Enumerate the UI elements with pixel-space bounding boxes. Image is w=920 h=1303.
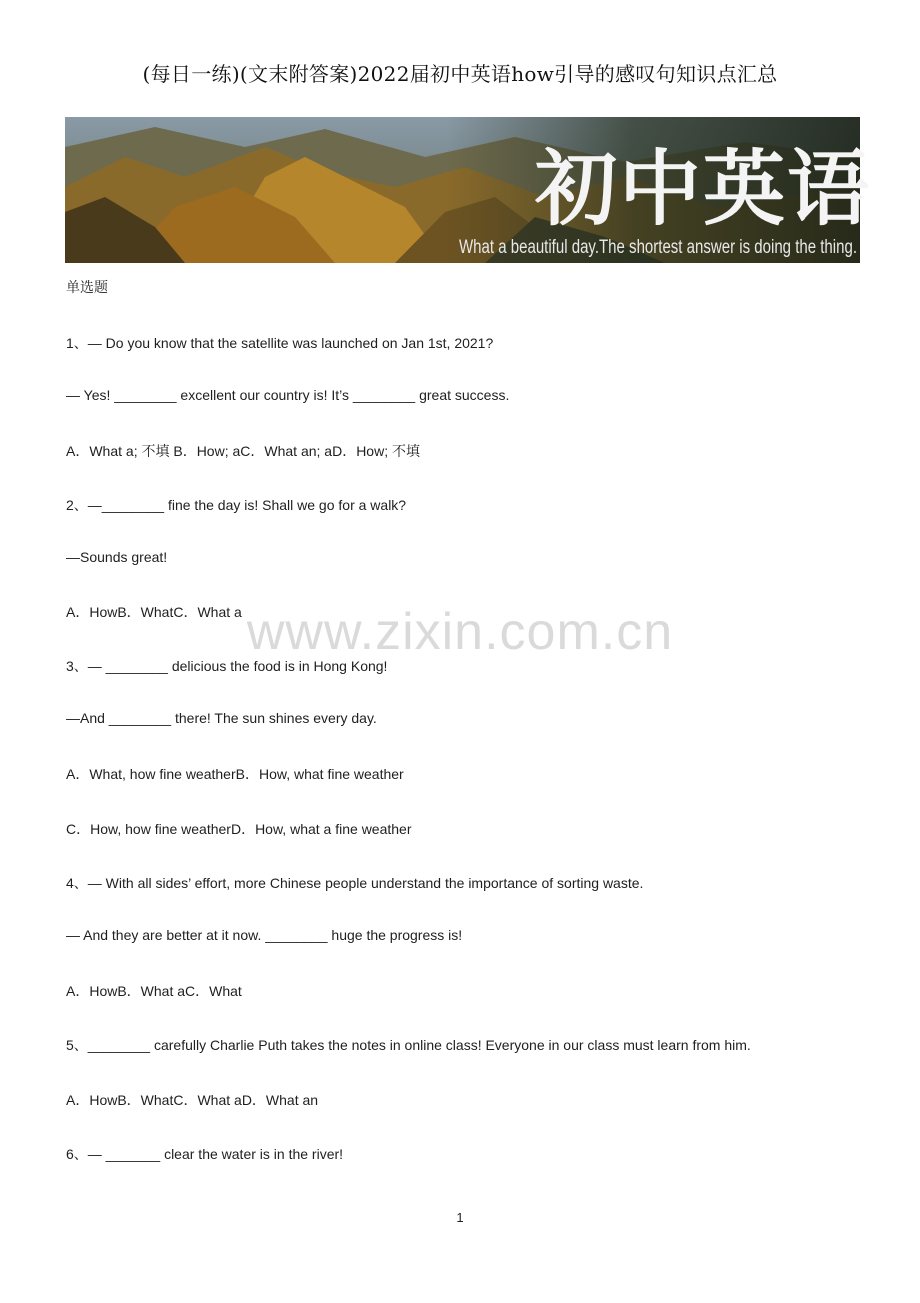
options-line: A．What a; 不填 B．How; aC．What an; aD．How; 不填	[66, 443, 420, 459]
options-line: A．HowB．What aC．What	[66, 983, 242, 999]
question-line: 4、— With all sides’ effort, more Chinese people understand the importance of sorting waste.	[66, 875, 644, 891]
watermark: www.zixin.com.cn	[246, 603, 674, 661]
banner-heading: 初中英语	[535, 141, 872, 237]
page-number: 1	[456, 1210, 464, 1225]
question-line: — And they are better at it now. ________ huge the progress is!	[66, 927, 463, 943]
options-line: A．HowB．WhatC．What a	[66, 604, 242, 620]
question-line: 3、— ________ delicious the food is in Hong Kong!	[66, 658, 388, 674]
question-line: 2、—________ fine the day is! Shall we go for a walk?	[66, 497, 407, 513]
options-line: C．How, how fine weatherD．How, what a fine weather	[66, 821, 412, 837]
question-line: 6、— _______ clear the water is in the river!	[66, 1146, 344, 1162]
question-line: 1、— Do you know that the satellite was launched on Jan 1st, 2021?	[66, 335, 494, 351]
options-line: A．HowB．WhatC．What aD．What an	[66, 1092, 319, 1108]
banner-image	[65, 117, 872, 263]
options-line: A．What, how fine weatherB．How, what fine weather	[66, 766, 404, 782]
banner-caption: What a beautiful day.The shortest answer is doing the thing.	[459, 237, 857, 258]
section-heading: 单选题	[66, 279, 108, 295]
question-line: —Sounds great!	[66, 549, 168, 565]
document-title: (每日一练)(文末附答案)2022届初中英语how引导的感叹句知识点汇总	[142, 62, 778, 86]
question-line: — Yes! ________ excellent our country is! It’s ________ great success.	[66, 387, 510, 403]
question-line: —And ________ there! The sun shines every day.	[66, 710, 377, 726]
question-line: 5、________ carefully Charlie Puth takes the notes in online class! Everyone in our class must learn from him.	[66, 1037, 751, 1053]
